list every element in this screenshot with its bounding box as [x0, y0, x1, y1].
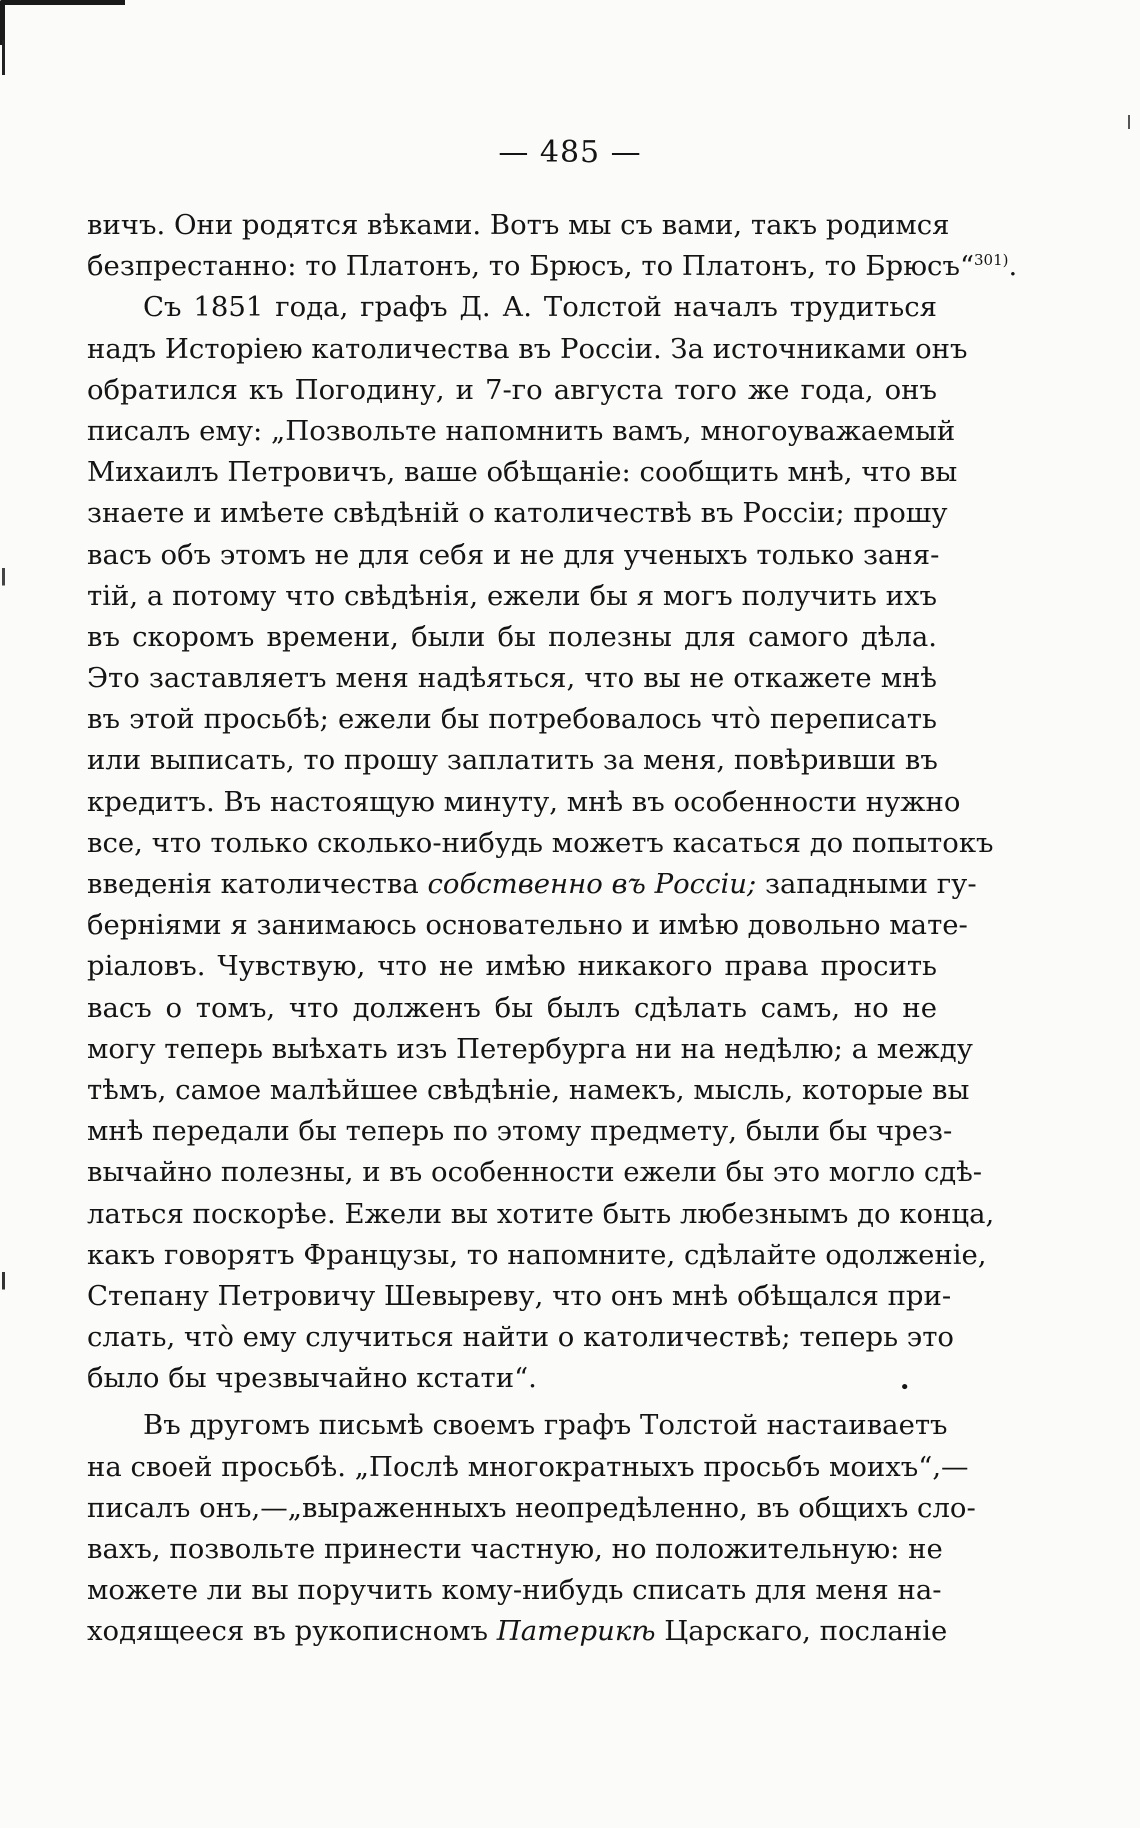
italic-phrase: Патерикѣ: [496, 1615, 656, 1648]
text-line: писалъ ему: „Позвольте напомнить вамъ, многоуважаемый: [87, 414, 956, 447]
text-line: мнѣ передали бы теперь по этому предмету, были бы чрез-: [87, 1115, 953, 1148]
text-line: можете ли вы поручить кому-нибудь списать для меня на-: [87, 1574, 942, 1607]
footnote-ref: 301): [974, 251, 1009, 270]
text-line: надъ Исторіею католичества въ Россіи. За источниками онъ: [87, 332, 968, 365]
italic-phrase: собственно въ Россіи;: [427, 868, 757, 900]
text-line: кредитъ. Въ настоящую минуту, мнѣ въ особенности нужно: [87, 785, 961, 818]
text-line: вичъ. Они родятся вѣками. Вотъ мы съ вами, такъ родимся: [87, 209, 950, 241]
text-line: Въ другомъ письмѣ своемъ графъ Толстой настаиваетъ: [143, 1409, 948, 1442]
text-line: васъ объ этомъ не для себя и не для ученыхъ только заня-: [87, 538, 940, 571]
text-line: могу теперь выѣхать изъ Петербурга ни на недѣлю; а между: [87, 1032, 973, 1065]
text-line: все, что только сколько-нибудь можетъ касаться до попытокъ: [87, 826, 994, 859]
text-line: обратился къ Погодину, и 7-го августа того же года, онъ: [87, 373, 937, 406]
scan-corner-mark: [0, 0, 125, 45]
scan-left-edge: [2, 40, 5, 1800]
text-line: Михаилъ Петровичъ, ваше обѣщаніе: сообщить мнѣ, что вы: [87, 456, 958, 489]
text-line: на своей просьбѣ. „Послѣ многократныхъ просьбъ моихъ“,—: [87, 1450, 969, 1483]
text-line: въ этой просьбѣ; ежели бы потребовалось что̀ переписать: [87, 703, 937, 736]
text-line: было бы чрезвычайно кстати“.: [87, 1362, 537, 1395]
text-line: писалъ онъ,—„выраженныхъ неопредѣленно, въ общихъ сло-: [87, 1491, 976, 1524]
text-line: знаете и имѣете свѣдѣній о католичествѣ въ Россіи; прошу: [87, 497, 948, 530]
text-line: Это заставляетъ меня надѣяться, что вы не откажете мнѣ: [87, 662, 937, 695]
text-line: слать, что̀ ему случиться найти о католичествѣ; теперь это: [87, 1321, 954, 1354]
margin-dot: •: [899, 1377, 910, 1398]
text-line: берніями я занимаюсь основательно и имѣю довольно мате-: [87, 909, 968, 942]
text-line: ходящееся въ рукописномъ Патерикѣ Царскаго, посланіе: [87, 1615, 948, 1648]
text-line: тій, а потому что свѣдѣнія, ежели бы я могъ получить ихъ: [87, 579, 937, 612]
text-line: въ скоромъ времени, были бы полезны для самого дѣла.: [87, 620, 937, 653]
text-line: вахъ, позвольте принести частную, но положительную: не: [87, 1533, 943, 1565]
body-text: [87, 205, 1018, 1653]
text-line: или выписать, то прошу заплатить за меня, повѣривши въ: [87, 744, 938, 777]
page-number: — 485 —: [498, 135, 642, 170]
text-line: какъ говорятъ Французы, то напомните, сдѣлайте одолженіе,: [87, 1238, 987, 1271]
text-line: безпрестанно: то Платонъ, то Брюсъ, то Платонъ, то Брюсъ“$^{301)}$.: [87, 250, 1018, 283]
text-line: вычайно полезны, и въ особенности ежели бы это могло сдѣ-: [87, 1156, 983, 1189]
text-line: Съ 1851 года, графъ Д. А. Толстой началъ трудиться: [143, 291, 937, 324]
text-line: тѣмъ, самое малѣйшее свѣдѣніе, намекъ, мысль, которые вы: [87, 1073, 970, 1106]
text-line: ріаловъ. Чувствую, что не имѣю никакого права просить: [87, 950, 937, 983]
text-line: васъ о томъ, что долженъ бы былъ сдѣлать самъ, но не: [87, 991, 937, 1024]
text-line: латься поскорѣе. Ежели вы хотите быть любезнымъ до конца,: [87, 1197, 995, 1230]
text-line: Степану Петровичу Шевыреву, что онъ мнѣ обѣщался при-: [87, 1279, 952, 1312]
scan-margin-tick: [1128, 115, 1130, 129]
text-line: введенія католичества собственно въ Россіи; западными гу-: [87, 868, 977, 900]
